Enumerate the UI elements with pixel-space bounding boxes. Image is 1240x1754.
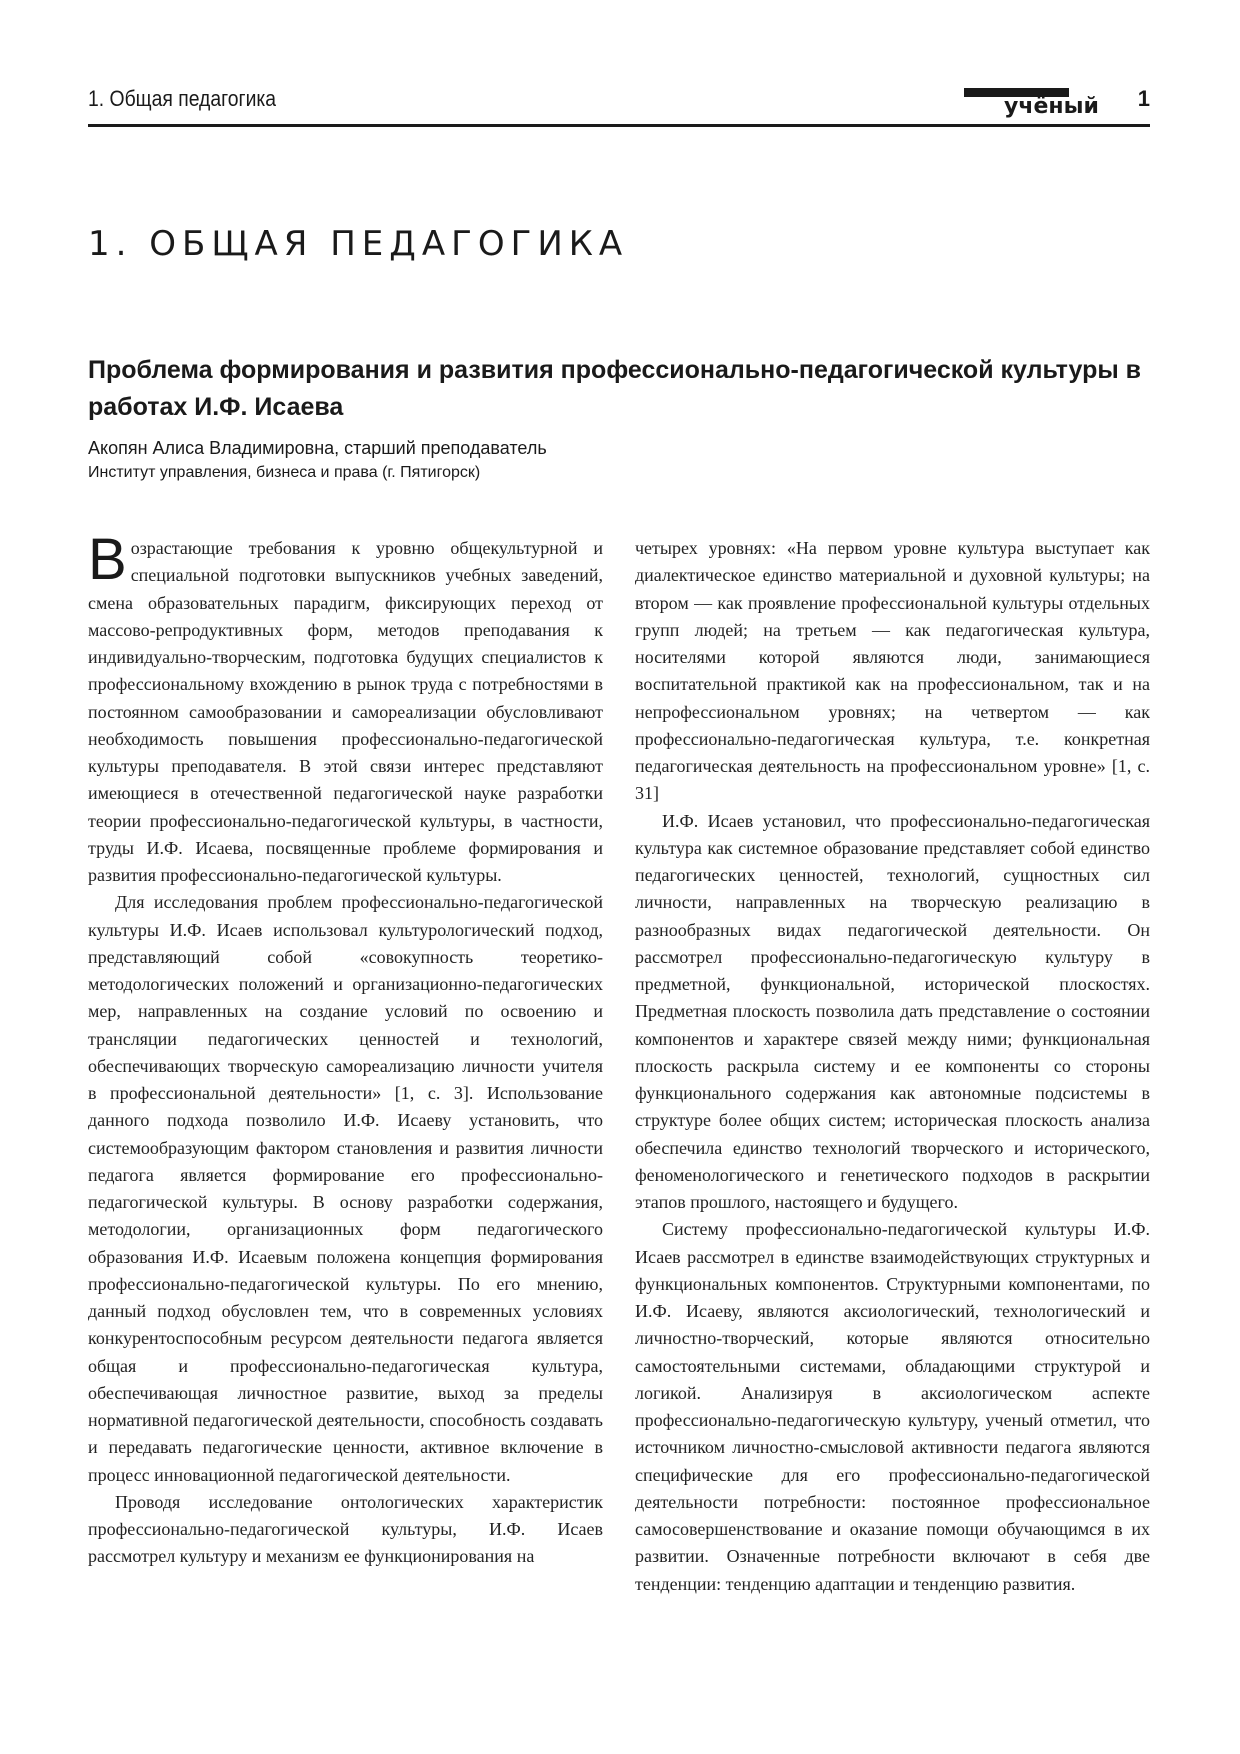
article-author: Акопян Алиса Владимировна, старший преподаватель — [88, 438, 547, 458]
journal-logo — [964, 84, 1104, 124]
section-title: 1. ОБЩАЯ ПЕДАГОГИКА — [88, 224, 629, 264]
paragraph-text: озрастающие требования к уровню общекультурной и специальной подготовки выпускников учебных заведений, смена образовательных парадигм, фиксирующих переход от массово-репродуктивных форм, методов преподавания к индивидуально-творческим, подготовка будущих специалистов к профессиональному вхождению в рынок труда с потребностями в постоянном самообразовании и самореализации обусловливают необходимость повышения профессионально-педагогической культуры преподавателя. В этой связи интерес представляют имеющиеся в отечественной педагогической науке разработки теории профессионально-педагогической культуры, в частности, труды И.Ф. Исаева, посвященные проблеме формирования и развития профессионально-педагогической культуры. — [88, 538, 603, 885]
body-column-left — [88, 527, 603, 1571]
paragraph — [88, 527, 603, 889]
paragraph: четырех уровнях: «На первом уровне культура выступает как диалектическое единство материальной и духовной культуры; на втором — как проявление профессиональной культуры отдельных групп людей; на третьем — как педагогическая культура, носителями которой являются люди, занимающиеся воспитательной практикой как на профессиональном, так и на непрофессиональном уровнях; на четвертом — как профессионально-педагогическая культура, т.е. конкретная педагогическая деятельность на профессиональном уровне» [1, с. 31] — [635, 538, 1150, 804]
body-column-right — [635, 535, 1150, 1598]
header-rule — [88, 124, 1150, 127]
article-affiliation: Институт управления, бизнеса и права (г. Пятигорск) — [88, 464, 481, 481]
paragraph: Систему профессионально-педагогической культуры И.Ф. Исаев рассмотрел в единстве взаимодействующих структурных и функциональных компонентов. Структурными компонентами, по И.Ф. Исаеву, являются аксиологический, технологический и личностно-творческий, которые являются относительно самостоятельными системами, обладающими структурой и логикой. Анализируя в аксиологическом аспекте профессионально-педагогическую культуру, ученый отметил, что источником личностно-смысловой активности педагога являются специфические для его профессионально-педагогической деятельности потребности: постоянное профессиональное самосовершенствование и оказание помощи обучающимся в их развитии. Означенные потребности включают в себя две тенденции: тенденцию адаптации и тенденцию развития. — [635, 1219, 1150, 1594]
running-section-tag: 1. Общая педагогика — [88, 86, 277, 111]
paragraph: Для исследования проблем профессионально-педагогической культуры И.Ф. Исаев использовал культурологический подход, представляющий собой «совокупность теоретико-методологических положений и организационно-педагогических мер, направленных на создание условий по освоению и трансляции педагогических ценностей и технологий, обеспечивающих творческую самореализацию личности учителя в профессиональной деятельности» [1, с. 3]. Использование данного подхода позволило И.Ф. Исаеву установить, что системообразующим фактором становления и развития личности педагога является формирование его профессионально-педагогической культуры. В основу разработки содержания, методологии, организационных форм педагогического образования И.Ф. Исаевым положена концепция формирования профессионально-педагогической культуры. По его мнению, данный подход обусловлен тем, что в современных условиях конкурентоспособным ресурсом деятельности педагога является общая и профессионально-педагогическая культура, обеспечивающая личностное развитие, выход за пределы нормативной педагогической деятельности, способность создавать и передавать педагогические ценности, активное включение в процесс инновационной педагогической деятельности. — [88, 892, 603, 1485]
paragraph: Проводя исследование онтологических характеристик профессионально-педагогической культуры, И.Ф. Исаев рассмотрел культуру и механизм ее функционирования на — [88, 1491, 603, 1567]
page-number: 1 — [1137, 86, 1150, 111]
drop-cap: В — [88, 527, 127, 592]
paragraph: И.Ф. Исаев установил, что профессионально-педагогическая культура как системное образование представляет собой единство педагогических ценностей, технологий, сущностных сил личности, направленных на творческую реализацию в разнообразных видах педагогической деятельности. Он рассмотрел профессионально-педагогическую культуру в предметной, функциональной, исторической плоскостях. Предметная плоскость позволила дать представление о состоянии компонентов и характере связей между ними; функциональная плоскость раскрыла систему и ее компоненты со стороны функционального содержания как автономные подсистемы в структуре более общих систем; историческая плоскость анализа обеспечила единство технологий творческого и исторического, феноменологического и генетического подходов в раскрытии этапов прошлого, настоящего и будущего. — [635, 810, 1150, 1212]
logo-word: учёный — [1004, 94, 1099, 119]
article-title: Проблема формирования и развития профессионально-педагогической культуры в работах И.Ф. Исаева — [88, 356, 1142, 421]
